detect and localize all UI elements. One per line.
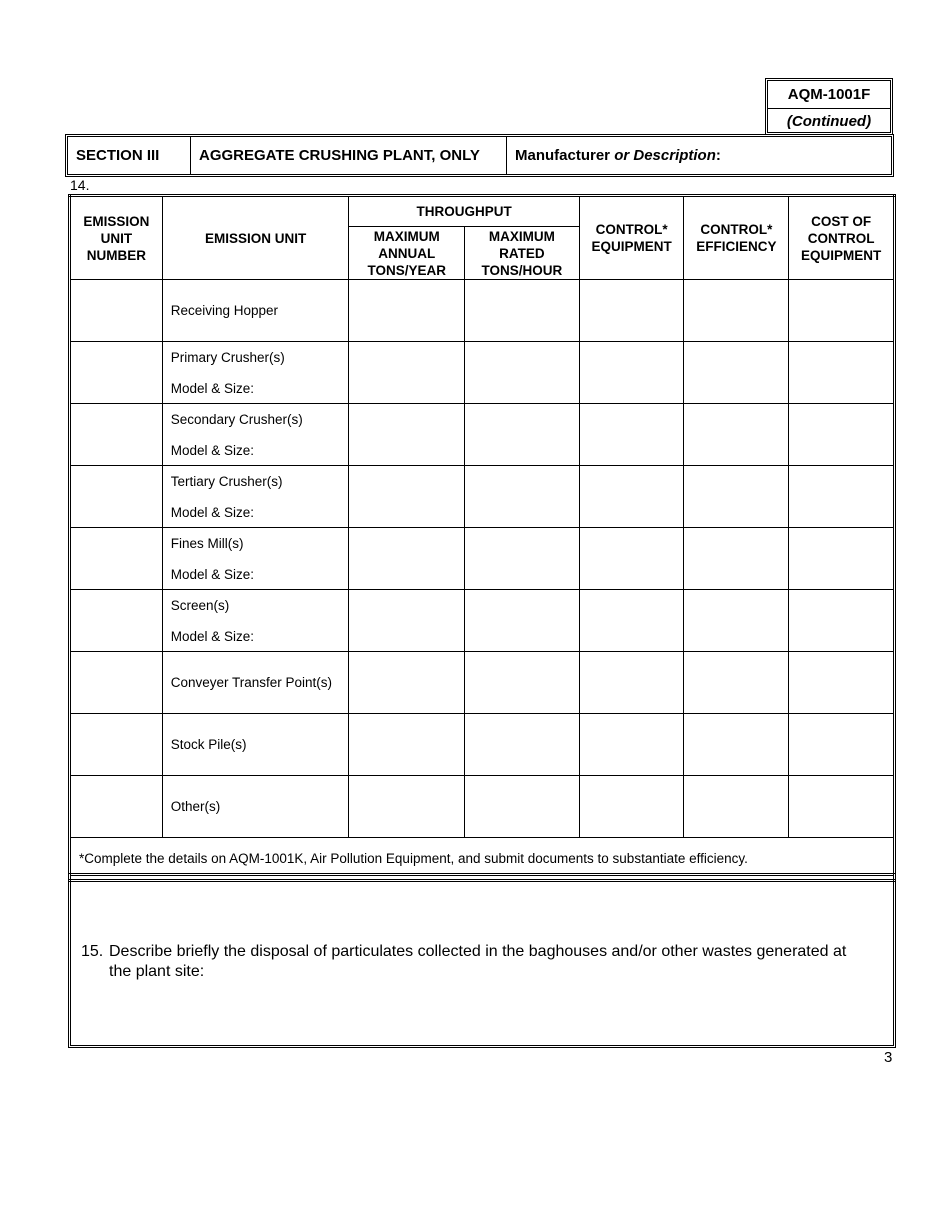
cell-control-efficiency[interactable] xyxy=(684,404,789,466)
emission-unit-name: Receiving Hopper xyxy=(170,303,279,318)
emission-unit-name: Fines Mill(s) xyxy=(170,535,244,551)
cell-emission-unit xyxy=(162,342,349,404)
cell-control-equipment[interactable] xyxy=(579,776,684,838)
cell-unit-number[interactable] xyxy=(70,714,163,776)
cell-unit-number[interactable] xyxy=(70,652,163,714)
section-title: AGGREGATE CRUSHING PLANT, ONLY xyxy=(191,137,507,174)
header-max-annual: MAXIMUM ANNUAL TONS/YEAR xyxy=(349,227,465,280)
cell-emission-unit xyxy=(162,714,349,776)
cell-unit-number[interactable] xyxy=(70,776,163,838)
form-code: AQM-1001F xyxy=(768,81,890,109)
cell-control-efficiency[interactable] xyxy=(684,652,789,714)
emission-unit-name: Primary Crusher(s) xyxy=(170,349,285,365)
cell-control-equipment[interactable] xyxy=(579,466,684,528)
table-row xyxy=(70,342,895,404)
cell-control-equipment[interactable] xyxy=(579,280,684,342)
cell-unit-number[interactable] xyxy=(70,466,163,528)
cell-control-equipment[interactable] xyxy=(579,590,684,652)
manufacturer-label: Manufacturer xyxy=(515,147,611,164)
emission-unit-name: Other(s) xyxy=(170,799,221,814)
header-throughput: THROUGHPUT xyxy=(349,196,579,227)
cell-control-efficiency[interactable] xyxy=(684,714,789,776)
cell-control-equipment[interactable] xyxy=(579,714,684,776)
cell-control-efficiency[interactable] xyxy=(684,590,789,652)
cell-cost[interactable] xyxy=(789,714,895,776)
footnote: *Complete the details on AQM-1001K, Air Pollution Equipment, and submit documents to substantiate efficiency. xyxy=(70,838,895,881)
emission-unit-name: Tertiary Crusher(s) xyxy=(170,473,283,489)
cell-max-rated[interactable] xyxy=(465,280,580,342)
table-row xyxy=(70,528,895,590)
cell-emission-unit xyxy=(162,776,349,838)
cell-cost[interactable] xyxy=(789,590,895,652)
cell-emission-unit xyxy=(162,528,349,590)
model-size-label: Model & Size: xyxy=(170,566,255,582)
cell-control-efficiency[interactable] xyxy=(684,466,789,528)
cell-unit-number[interactable] xyxy=(70,342,163,404)
cell-control-equipment[interactable] xyxy=(579,528,684,590)
header-control-equipment: CONTROL* EQUIPMENT xyxy=(579,196,684,280)
model-size-label: Model & Size: xyxy=(170,628,255,644)
cell-max-annual[interactable] xyxy=(349,404,465,466)
cell-cost[interactable] xyxy=(789,528,895,590)
table-row xyxy=(70,652,895,714)
section-header xyxy=(65,134,894,177)
cell-unit-number[interactable] xyxy=(70,528,163,590)
header-max-rated: MAXIMUM RATED TONS/HOUR xyxy=(465,227,580,280)
cell-max-annual[interactable] xyxy=(349,652,465,714)
cell-control-efficiency[interactable] xyxy=(684,342,789,404)
model-size-label: Model & Size: xyxy=(170,504,255,520)
continued-label: (Continued) xyxy=(786,113,872,130)
cell-max-rated[interactable] xyxy=(465,528,580,590)
emission-unit-name: Secondary Crusher(s) xyxy=(170,411,303,427)
header-emission-unit-number: EMISSION UNIT NUMBER xyxy=(70,196,163,280)
cell-cost[interactable] xyxy=(789,776,895,838)
cell-cost[interactable] xyxy=(789,404,895,466)
table-row xyxy=(70,714,895,776)
table-row xyxy=(70,280,895,342)
cell-cost[interactable] xyxy=(789,342,895,404)
question-14-number: 14. xyxy=(70,177,90,193)
question-15-box[interactable] xyxy=(68,873,896,1048)
cell-control-efficiency[interactable] xyxy=(684,776,789,838)
cell-max-annual[interactable] xyxy=(349,714,465,776)
page-number: 3 xyxy=(884,1049,893,1066)
cell-emission-unit xyxy=(162,590,349,652)
table-row xyxy=(70,776,895,838)
cell-max-annual[interactable] xyxy=(349,466,465,528)
header-cost-control-equipment: COST OF CONTROL EQUIPMENT xyxy=(789,196,895,280)
model-size-label: Model & Size: xyxy=(170,380,255,396)
cell-unit-number[interactable] xyxy=(70,280,163,342)
question-15 xyxy=(81,942,871,982)
cell-max-annual[interactable] xyxy=(349,280,465,342)
cell-control-efficiency[interactable] xyxy=(684,528,789,590)
cell-unit-number[interactable] xyxy=(70,404,163,466)
cell-control-efficiency[interactable] xyxy=(684,280,789,342)
header-emission-unit: EMISSION UNIT xyxy=(162,196,349,280)
cell-cost[interactable] xyxy=(789,280,895,342)
cell-emission-unit xyxy=(162,466,349,528)
cell-max-rated[interactable] xyxy=(465,652,580,714)
cell-control-equipment[interactable] xyxy=(579,342,684,404)
cell-max-rated[interactable] xyxy=(465,714,580,776)
cell-unit-number[interactable] xyxy=(70,590,163,652)
cell-emission-unit xyxy=(162,280,349,342)
manufacturer-field[interactable] xyxy=(507,137,891,174)
header-control-efficiency: CONTROL* EFFICIENCY xyxy=(684,196,789,280)
cell-max-annual[interactable] xyxy=(349,776,465,838)
manufacturer-or-label: or Description xyxy=(614,147,716,164)
cell-cost[interactable] xyxy=(789,652,895,714)
table-row xyxy=(70,590,895,652)
cell-max-rated[interactable] xyxy=(465,466,580,528)
cell-cost[interactable] xyxy=(789,466,895,528)
question-15-text: Describe briefly the disposal of particulates collected in the baghouses and/or other wastes generated at the plant site: xyxy=(109,943,847,980)
emission-unit-name: Screen(s) xyxy=(170,597,230,613)
emission-unit-table xyxy=(68,194,896,882)
emission-unit-name: Stock Pile(s) xyxy=(170,737,247,752)
form-code-box xyxy=(765,78,893,135)
cell-max-annual[interactable] xyxy=(349,342,465,404)
cell-control-equipment[interactable] xyxy=(579,404,684,466)
cell-max-rated[interactable] xyxy=(465,776,580,838)
manufacturer-colon: : xyxy=(715,147,721,164)
emission-unit-name: Conveyer Transfer Point(s) xyxy=(170,675,333,690)
cell-max-annual[interactable] xyxy=(349,528,465,590)
cell-max-rated[interactable] xyxy=(465,590,580,652)
cell-max-rated[interactable] xyxy=(465,404,580,466)
table-row xyxy=(70,466,895,528)
question-15-number: 15. xyxy=(81,943,104,960)
cell-emission-unit xyxy=(162,404,349,466)
cell-control-equipment[interactable] xyxy=(579,652,684,714)
cell-emission-unit xyxy=(162,652,349,714)
table-row xyxy=(70,404,895,466)
cell-max-rated[interactable] xyxy=(465,342,580,404)
section-label: SECTION III xyxy=(68,137,191,174)
cell-max-annual[interactable] xyxy=(349,590,465,652)
model-size-label: Model & Size: xyxy=(170,442,255,458)
